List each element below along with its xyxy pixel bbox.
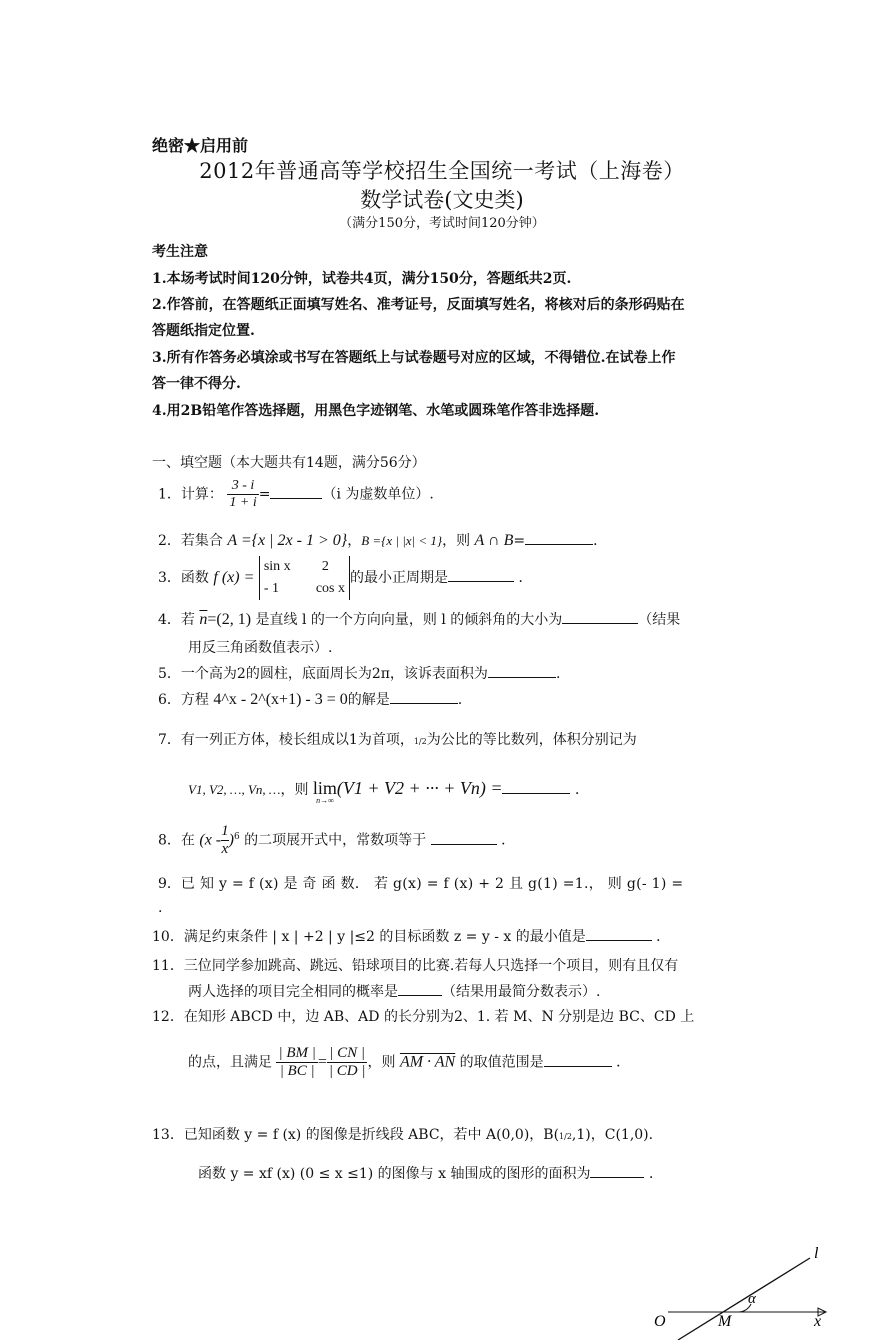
q12-end: ． (616, 1054, 631, 1071)
q13-number: 13． (152, 1127, 184, 1143)
q2-answer-blank[interactable] (525, 532, 593, 545)
q12-number: 12． (152, 1009, 184, 1025)
q1-prefix: 计算： (180, 486, 223, 503)
q4-prefix: 若 (180, 612, 200, 628)
q12-f1-den: | BC | (279, 1063, 315, 1079)
q6-number: 6． (158, 692, 181, 708)
label-m: M (718, 1313, 732, 1330)
q3-det-r1c1: sin x (263, 559, 291, 574)
notice-item-3: 3.所有作答务必填涂或书写在答题纸上与试卷题号对应的区域，不得错位.在试卷上作 (152, 350, 676, 366)
question-3 (158, 556, 532, 600)
q7-limit (313, 778, 337, 805)
q8-expr-a: (x - (199, 831, 222, 849)
q1-fraction (227, 478, 258, 511)
q2-text-b: ，则 (442, 533, 475, 549)
q9-line-2: . (158, 900, 163, 916)
q2-end: ． (593, 533, 608, 549)
label-o: O (654, 1313, 666, 1330)
q6-suffix: 的解是 (347, 692, 390, 708)
question-5 (158, 663, 560, 683)
q11-line-2-text: 两人选择的项目完全相同的概率是 (188, 984, 398, 1000)
score-time-note: （满分150分，考试时间120分钟） (339, 216, 545, 231)
q13-line-1-a: 已知函数 y = f (x) 的图像是折线段 ABC，若中 A(0,0)，B( (183, 1127, 560, 1143)
q2-intersection: A ∩ B (474, 532, 514, 549)
q10-answer-blank[interactable] (586, 928, 652, 941)
q12-mid: ，则 (367, 1054, 400, 1071)
q1-suffix: （i 为虚数单位）. (322, 486, 434, 503)
question-13 (152, 1124, 653, 1144)
q1-frac-den: 1 + i (229, 495, 257, 510)
q8-fraction (221, 823, 229, 858)
q7-text-b: 为公比的等比数列，体积分别记为 (426, 732, 637, 748)
q9-text: 已 知 y = f (x) 是 奇 函 数． 若 g(x) = f (x) + 2 且 g(1) =1.， 则 g(- 1) = (180, 876, 684, 892)
q8-answer-blank[interactable] (431, 832, 497, 845)
q3-prefix: 函数 (180, 570, 214, 586)
q2-set-b: B ={x | |x| < 1} (361, 533, 443, 548)
q6-answer-blank[interactable] (390, 691, 458, 704)
q7-text-a: 有一列正方体，棱长组成以1为首项， (180, 732, 414, 748)
q12-suffix: 的取值范围是 (455, 1054, 544, 1071)
notice-item-3-cont: 答一律不得分. (152, 376, 241, 392)
question-8 (158, 823, 515, 858)
label-x: x (814, 1313, 822, 1330)
label-l: l (814, 1245, 819, 1262)
question-10 (152, 926, 670, 946)
q7-sequence: V1, V2, …, Vn, … (188, 782, 281, 797)
q8-frac-den: x (221, 841, 229, 857)
q2-number: 2． (158, 533, 181, 549)
q8-prefix: 在 (180, 832, 200, 849)
q11-answer-blank[interactable] (398, 983, 442, 996)
q7-answer-blank[interactable] (502, 781, 570, 794)
q7-expression: (V1 + V2 + ··· + Vn) = (336, 778, 503, 798)
q13-end: ． (648, 1166, 663, 1182)
q2-equals: = (513, 533, 526, 549)
q1-answer-blank[interactable] (270, 486, 322, 499)
q12-fraction-2 (327, 1045, 368, 1080)
question-7 (158, 729, 637, 749)
q11-number: 11． (152, 958, 184, 974)
q12-f2-num: | CN | (327, 1045, 368, 1063)
q13-half: 1/2 (559, 1132, 572, 1141)
q9-number: 9． (158, 876, 181, 892)
q7-lim: lim (312, 778, 337, 798)
q10-number: 10． (152, 929, 184, 945)
exam-title: 2012年普通高等学校招生全国统一考试（上海卷） (199, 159, 685, 183)
question-1 (158, 478, 434, 511)
q12-vector-expression: AM · AN (399, 1053, 456, 1071)
q13-line-2 (198, 1163, 663, 1183)
question-9 (158, 873, 683, 893)
q7-end: ． (574, 782, 589, 798)
q7-ratio: 1/2 (413, 737, 427, 746)
q11-line-2 (188, 981, 600, 1001)
exam-subtitle: 数学试卷(文史类) (360, 188, 524, 212)
q1-number: 1． (158, 486, 181, 503)
q7-line-2 (188, 778, 589, 805)
q8-suffix: 的二项展开式中，常数项等于 (239, 832, 427, 849)
q12-line-2 (188, 1045, 630, 1080)
q2-set-a: A ={x | 2x - 1 > 0} (227, 532, 348, 549)
q4-vector-n: $\overline{n}$ (199, 611, 208, 628)
q1-frac-num: 3 - i (227, 478, 258, 495)
line-l (678, 1258, 810, 1340)
notice-item-1: 1.本场考试时间120分钟，试卷共4页，满分150分，答题纸共2页. (152, 271, 572, 287)
q4-vector-value: =(2, 1) (207, 611, 252, 628)
q6-equation: 4^x - 2^(x+1) - 3 = 0 (213, 691, 348, 708)
q13-line-2-text: 函数 y = xf (x) (0 ≤ x ≤1) 的图像与 x 轴围成的图形的面积为 (198, 1166, 591, 1182)
q3-number: 3． (158, 570, 181, 586)
q3-det-row-1 (264, 556, 345, 578)
notice-heading: 考生注意 (152, 244, 208, 260)
notice-item-2-cont: 答题纸指定位置. (152, 323, 255, 339)
q7-then: ，则 (280, 782, 313, 798)
q3-det-row-2 (264, 578, 345, 600)
q5-number: 5． (158, 666, 181, 682)
q8-exponent: 6 (233, 831, 240, 842)
q4-answer-blank[interactable] (562, 611, 638, 624)
q12-prefix: 的点，且满足 (188, 1054, 272, 1071)
q13-line-1-b: ,1)，C(1,0). (571, 1127, 654, 1143)
q4-number: 4． (158, 612, 181, 628)
q8-expr-b: ) (228, 831, 234, 849)
q12-fraction-1 (276, 1045, 317, 1080)
q3-determinant (259, 556, 350, 600)
q5-end: . (555, 666, 561, 682)
question-4 (158, 609, 680, 629)
question-12 (152, 1006, 694, 1026)
q1-equals: = (258, 486, 271, 503)
question-2 (158, 530, 607, 550)
q12-equals: = (317, 1053, 327, 1071)
q12-answer-blank[interactable] (544, 1054, 612, 1067)
question-11 (152, 955, 678, 975)
q7-number: 7． (158, 732, 181, 748)
q8-end: ． (501, 832, 516, 849)
q8-frac-num: 1 (221, 823, 229, 839)
q5-answer-blank[interactable] (488, 665, 556, 678)
label-alpha: α (748, 1291, 756, 1307)
q7-lim-sub: n→∞ (316, 796, 334, 805)
q12-f1-num: | BM | (278, 1045, 316, 1061)
question-6 (158, 689, 462, 709)
q10-text: 满足约束条件 | x | +2 | y |≤2 的目标函数 z = y - x 的最小值是 (183, 929, 586, 945)
q2-sep: ， (347, 533, 362, 549)
notice-item-2: 2.作答前，在答题纸正面填写姓名、准考证号，反面填写姓名，将核对后的条形码贴在 (152, 297, 685, 313)
notice-item-4: 4.用2B铅笔作答选择题，用黑色字迹钢笔、水笔或圆珠笔作答非选择题. (152, 403, 600, 419)
q6-prefix: 方程 (180, 692, 214, 708)
q5-text: 一个高为2的圆柱，底面周长为2π，该诉表面积为 (180, 666, 488, 682)
confidential-mark: 绝密★启用前 (152, 136, 249, 155)
q4-tail: （结果 (638, 612, 681, 628)
q3-fx: f (x) = (213, 569, 255, 586)
q12-line-1: 在知形 ABCD 中，边 AB、AD 的长分别为2、1. 若 M、N 分别是边 BC、CD 上 (183, 1009, 695, 1025)
q11-line-1: 三位同学参加跳高、跳远、铅球项目的比赛.若每人只选择一个项目，则有且仅有 (183, 958, 679, 974)
q12-f2-den: | CD | (328, 1063, 366, 1079)
q3-suffix: 的最小正周期是 (350, 570, 448, 586)
q11-line-2-tail: （结果用最简分数表示）. (442, 984, 601, 1000)
q3-det-r2c2: cos x (315, 581, 345, 596)
q3-end: ． (518, 570, 533, 586)
q4-text: 是直线 l 的一个方向向量，则 l 的倾斜角的大小为 (251, 612, 563, 628)
section-title: 一、填空题（本大题共有14题，满分56分） (152, 455, 426, 471)
q3-answer-blank[interactable] (448, 569, 514, 582)
q8-number: 8． (158, 832, 181, 849)
q4-line-2: 用反三角函数值表示）. (188, 640, 333, 656)
q3-det-r2c1: - 1 (263, 581, 279, 596)
q6-end: . (457, 692, 463, 708)
q13-answer-blank[interactable] (590, 1165, 644, 1178)
line-figure (640, 1236, 840, 1340)
q10-end: ． (656, 929, 671, 945)
q3-det-r1c2: 2 (321, 559, 329, 574)
q2-text-a: 若集合 (180, 533, 228, 549)
